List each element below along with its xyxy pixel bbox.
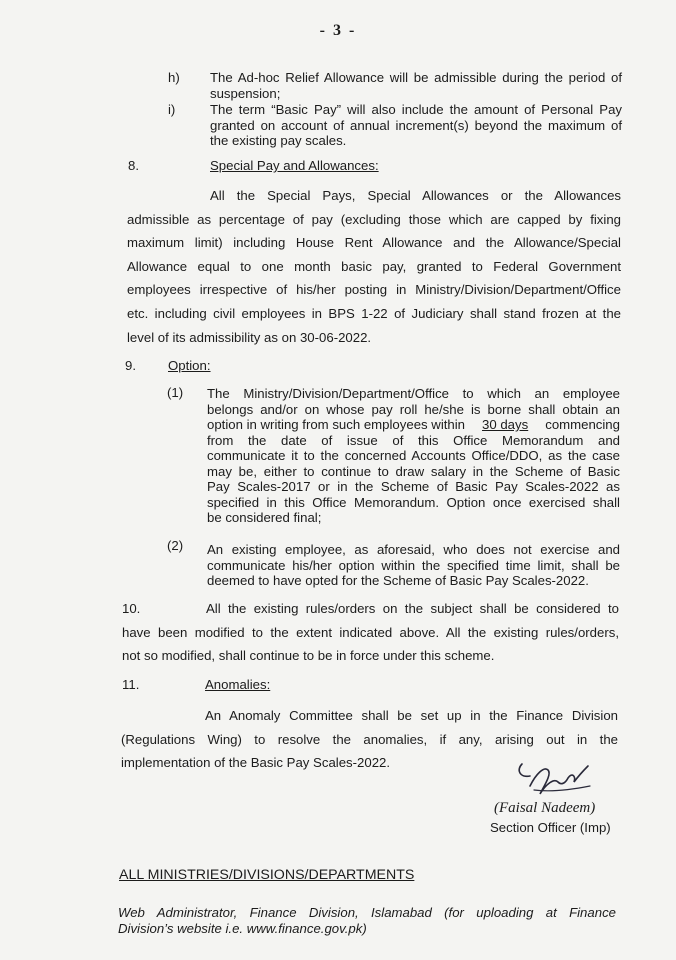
section-10-line: have been modified to the extent indicated above. All the existing rules/orders, [122,624,619,640]
item-h-line1: The Ad-hoc Relief Allowance will be admissible during the period of [210,70,622,85]
section-8-line: employees irrespective of his/her posting in Ministry/Division/Department/Office [127,282,621,298]
section-9-1-line [207,417,620,433]
section-10-first-line [122,597,619,621]
section-11-heading: Anomalies: [205,677,271,692]
section-8-line: etc. including civil employees in BPS 1-22 of Judiciary shall stand frozen at the [127,305,621,321]
section-9-1-line-part: commencing [545,417,620,432]
section-8-line: maximum limit) including House Rent Allowance and the Allowance/Special [127,235,621,251]
section-8-line: All the Special Pays, Special Allowances or the Allowances [210,188,621,203]
item-i-line1: The term “Basic Pay” will also include the amount of Personal Pay [210,102,622,117]
section-9-2-line: An existing employee, as aforesaid, who does not exercise and [207,542,620,557]
section-9-1-text [207,386,620,526]
page-number: - 3 - [319,22,357,39]
item-h-line2: suspension; [210,85,281,101]
section-9-number: 9. [125,358,136,373]
section-8-line: admissible as percentage of pay (excluding those which are capped by fixing [127,211,621,227]
section-9-1-line: from the date of issue of this Office Memorandum and [207,432,620,448]
section-8-line: Allowance equal to one month basic pay, granted to Federal Government [127,258,621,274]
item-i-line2: granted on account of annual increment(s) beyond the maximum of [210,117,622,133]
section-11-line: (Regulations Wing) to resolve the anomalies, if any, arising out in the [121,731,618,747]
signatory-title: Section Officer (Imp) [490,820,611,835]
section-9-1-label: (1) [167,385,184,400]
item-i-text [210,102,622,149]
section-9-1-line: Pay Scales-2017 or in the Scheme of Basic Pay Scales-2022 as [207,479,620,494]
section-9-1-line: may be, either to continue to draw salary in the Scheme of Basic [207,463,620,479]
copy-to [118,905,616,936]
section-8-number: 8. [128,158,139,173]
section-9-2-line: communicate his/her option within the specified time limit, shall be [207,557,620,573]
section-8-line: level of its admissibility as on 30-06-2022. [127,329,372,345]
section-9-2-text [207,542,620,589]
section-10-line: All the existing rules/orders on the subject shall be considered to [206,601,619,616]
section-8-body [127,184,621,349]
section-9-1-line: specified in this Office Memorandum. Option once exercised shall [207,494,620,510]
section-9-1-line-part: option in writing from such employees within [207,417,466,432]
section-11-number: 11. [122,677,140,692]
recipients-heading: ALL MINISTRIES/DIVISIONS/DEPARTMENTS [119,867,415,883]
item-i-line3: the existing pay scales. [210,133,347,148]
section-9-1-days: 30 days [482,417,529,432]
item-h-label: h) [168,70,180,85]
signature-scribble [510,756,600,806]
item-i-label: i) [168,102,176,117]
section-9-1-line: be considered final; [207,510,322,525]
section-10-number: 10. [122,601,141,616]
copy-to-line: Web Administrator, Finance Division, Islamabad (for uploading at Finance [118,905,616,920]
section-9-2-label: (2) [167,538,184,553]
section-8-heading: Special Pay and Allowances: [210,158,379,173]
copy-to-line: Division’s website i.e. www.finance.gov.pk) [118,920,367,936]
section-9-1-line: communicate it to the concerned Accounts Office/DDO, as the case [207,448,620,463]
section-11-line: implementation of the Basic Pay Scales-2022. [121,755,391,771]
section-9-2-line: deemed to have opted for the Scheme of Basic Pay Scales-2022. [207,573,589,588]
section-10-line: not so modified, shall continue to be in force under this scheme. [122,648,495,664]
section-9-heading: Option: [168,358,211,373]
section-9-1-line: The Ministry/Division/Department/Office to which an employee [207,386,620,401]
section-10-body [122,597,619,668]
item-h-text [210,70,622,101]
section-9-1-line: belongs and/or on whose pay roll he/she is borne shall obtain an [207,401,620,417]
section-11-line: An Anomaly Committee shall be set up in the Finance Division [205,708,618,723]
signatory-name: (Faisal Nadeem) [494,800,596,816]
